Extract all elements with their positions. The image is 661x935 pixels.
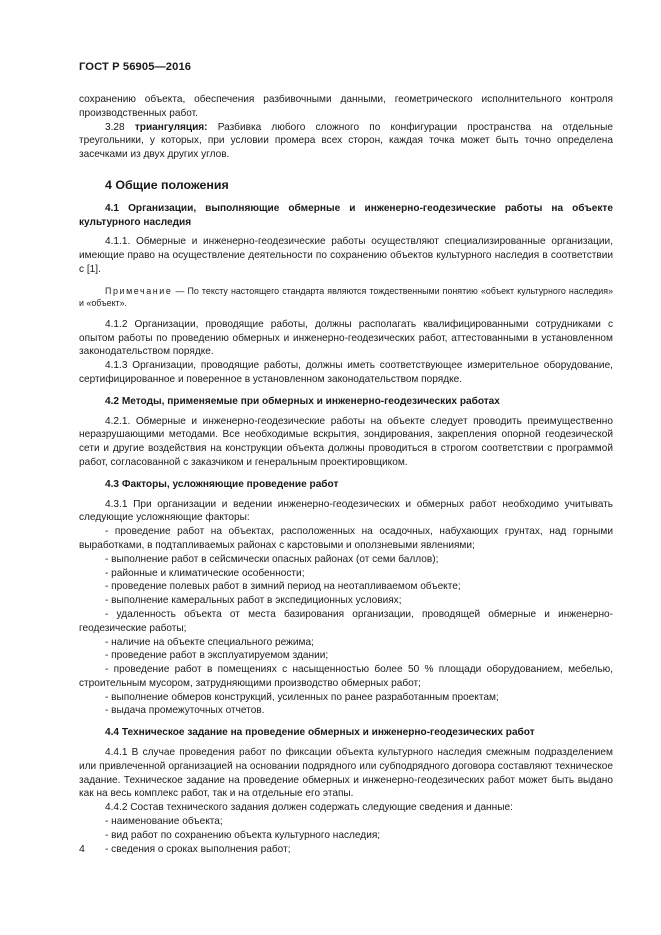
paragraph-4-4-2: 4.4.2 Состав технического задания должен содержать следующие сведения и данные: — [105, 802, 513, 814]
paragraph-4-3-1: 4.3.1 При организации и ведении инженерно-геодезических и обмерных работ необходимо учитывать следующие усложняющие факторы: — [79, 498, 613, 524]
continued-paragraph: сохранению объекта, обеспечения разбивочными данными, геометрического исполнительного контроля производственных работ. — [79, 94, 613, 119]
list-item: - выдача промежуточных отчетов. — [105, 705, 265, 717]
paragraph-4-1-2: 4.1.2 Организации, проводящие работы, должны располагать квалифицированными сотрудниками с опытом работы по проведению обмерных и инженерно-геодезических работ, аттестованными в установленном законодательством порядке. — [79, 318, 613, 358]
list-item: - выполнение обмеров конструкций, усиленных по ранее разработанным проектам; — [105, 691, 499, 703]
section-4-title: 4 Общие положения — [105, 177, 229, 192]
list-item: - проведение работ на объектах, расположенных на осадочных, набухающих грунтах, над горными выработками, в подтапливаемых районах с карстовыми и оползневыми явлениями; — [79, 526, 613, 551]
list-item: - проведение работ в помещениях с насыщенностью более 50 % площади оборудованием, мебелью, строительным мусором, затрудняющими производство обмерных работ; — [79, 664, 613, 689]
subsection-4-1-title: 4.1 Организации, выполняющие обмерные и инженерно-геодезические работы на объекте культурного наследия — [79, 202, 613, 228]
definition-text: Разбивка любого сложного по конфигурации пространства на отдельные треугольники, у которых, при условии промера всех сторон, каждая точка может быть точно определена засечками из двух других углов. — [79, 121, 613, 161]
list-item: - выполнение камеральных работ в экспедиционных условиях; — [105, 595, 402, 607]
subsection-4-2-title: 4.2 Методы, применяемые при обмерных и инженерно-геодезических работах — [105, 395, 500, 407]
list-item: - наименование объекта; — [105, 816, 223, 828]
list-item: - районные и климатические особенности; — [105, 567, 305, 579]
subsection-4-3-title: 4.3 Факторы, усложняющие проведение работ — [105, 478, 339, 490]
note-label: Примечание — [105, 285, 173, 296]
list-item: - выполнение работ в сейсмически опасных районах (от семи баллов); — [105, 553, 439, 565]
paragraph-4-1-1: 4.1.1. Обмерные и инженерно-геодезические работы осуществляют специализированные организации, имеющие право на осуществление деятельности по сохранению объектов культурного наследия в соответствии с [1]. — [79, 236, 613, 275]
note-text: — По тексту настоящего стандарта являются тождественными понятию «объект культурного наследия» и «объект». — [79, 285, 614, 309]
paragraph-4-1-3: 4.1.3 Организации, проводящие работы, должны иметь соответствующее измерительное оборудование, сертифицированное и поверенное в установленном законодательством порядке. — [79, 360, 613, 385]
subsection-4-4-title: 4.4 Техническое задание на проведение обмерных и инженерно-геодезических работ — [105, 727, 535, 739]
definition-3-28 — [79, 121, 613, 162]
definition-term: триангуляция: — [134, 121, 208, 133]
list-item: - наличие на объекте специального режима; — [105, 636, 314, 648]
standard-header: ГОСТ Р 56905—2016 — [79, 61, 192, 73]
list-item: - вид работ по сохранению объекта культурного наследия; — [105, 829, 381, 841]
page-number: 4 — [79, 843, 85, 855]
paragraph-4-4-1: 4.4.1 В случае проведения работ по фиксации объекта культурного наследия смежным подразделением или привлеченной организацией на основании подрядного или субподрядного договора составляют техническое задание. Техническое задание на проведение обмерных и инженерно-геодезических работ может быть выдано как на весь комплекс работ, так и на отдельные его этапы. — [79, 747, 613, 800]
list-item: - проведение работ в эксплуатируемом здании; — [105, 650, 329, 662]
page-content — [79, 93, 613, 856]
list-item: - удаленность объекта от места базирования организации, проводящей обмерные и инженерно-геодезические работы; — [79, 608, 613, 634]
definition-number: 3.28 — [105, 121, 125, 133]
list-item: - сведения о сроках выполнения работ; — [105, 843, 291, 855]
paragraph-4-2-1: 4.2.1. Обмерные и инженерно-геодезические работы на объекте следует проводить преимущественно неразрушающими методами. Все необходимые вскрытия, зондирования, закрепления опорной геодезической сети и другие воздействия на конструкции объекта должны проводиться в строгом соответствии с программой работ, согласованной с заказчиком и генеральным проектировщиком. — [79, 415, 613, 468]
list-item: - проведение полевых работ в зимний период на неотапливаемом объекте; — [105, 581, 461, 593]
note-paragraph — [79, 285, 613, 310]
